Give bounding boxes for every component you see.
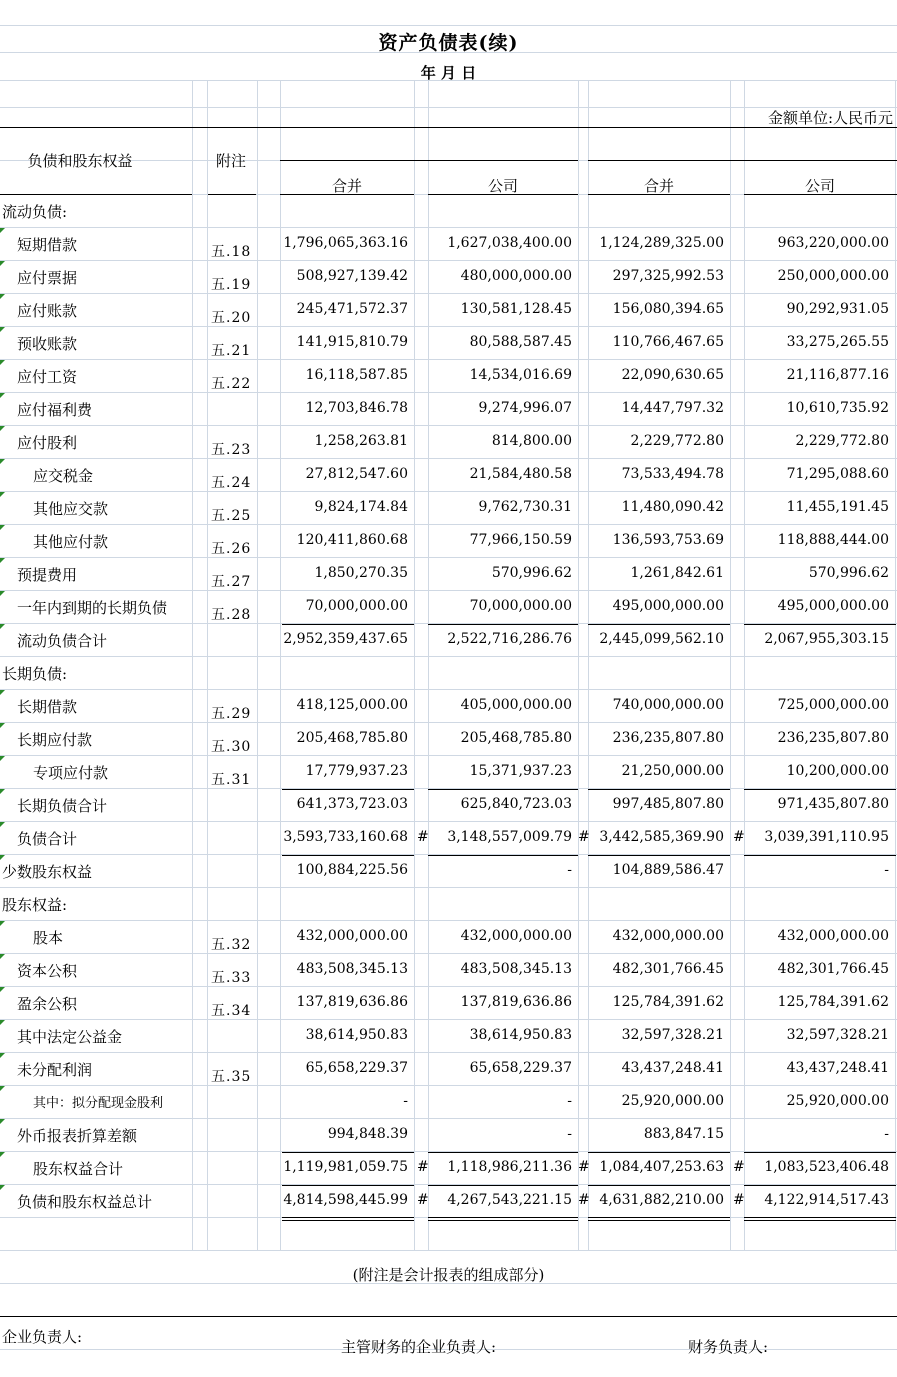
row-note: 五.22 [211,376,252,392]
row-value: 482,301,766.45 [612,961,724,977]
row-note: 五.26 [211,541,252,557]
row-value: 14,447,797.32 [621,400,724,416]
cell-marker [0,426,5,431]
table-row [0,426,897,459]
row-value: 137,819,636.86 [296,994,408,1010]
row-value: 3,148,557,009.79 [447,829,572,845]
row-value: 65,658,229.37 [305,1060,408,1076]
subtotal-rule [744,1152,896,1153]
table-row [0,723,897,756]
row-value: 963,220,000.00 [777,235,889,251]
overflow-hash: # [578,1159,590,1175]
row-label: 长期负债合计 [17,797,108,815]
row-note: 五.31 [211,772,252,788]
subtotal-rule [588,1152,730,1153]
overflow-hash: # [417,1159,429,1175]
row-note: 五.33 [211,970,252,986]
row-value: 495,000,000.00 [612,598,724,614]
subtotal-rule [588,855,730,856]
row-value: 483,508,345.13 [460,961,572,977]
table-row [0,1119,897,1152]
row-value: 814,800.00 [491,433,572,449]
row-value: 997,485,807.80 [612,796,724,812]
subtotal-rule [744,855,896,856]
row-value: 508,927,139.42 [296,268,408,284]
row-value: 136,593,753.69 [612,532,724,548]
row-value: 1,118,986,211.36 [447,1159,572,1175]
table-row [0,459,897,492]
row-value: 725,000,000.00 [777,697,889,713]
row-value: 73,533,494.78 [621,466,724,482]
row-value: 156,080,394.65 [612,301,724,317]
header-top-rule [0,127,897,128]
overflow-hash: # [578,829,590,845]
row-value: 205,468,785.80 [296,730,408,746]
cell-marker [0,921,5,926]
row-value: 70,000,000.00 [305,598,408,614]
total-top-rule [744,1185,896,1186]
cell-marker [0,723,5,728]
row-value: 432,000,000.00 [777,928,889,944]
row-note: 五.19 [211,277,252,293]
row-note: 五.20 [211,310,252,326]
overflow-hash: # [733,829,745,845]
cell-marker [0,558,5,563]
signature-rule [0,1316,897,1317]
row-label: 其他应交款 [33,500,109,518]
cell-marker [0,690,5,695]
row-value: 4,122,914,517.43 [764,1192,889,1208]
row-label: 长期负债: [2,665,68,683]
row-label: 负债和股东权益总计 [17,1193,153,1211]
table-row [0,690,897,723]
row-label: 外币报表折算差额 [17,1127,138,1145]
cell-marker [0,525,5,530]
row-value: 482,301,766.45 [777,961,889,977]
row-value: 21,584,480.58 [469,466,572,482]
header-company-2: 公司 [804,177,835,195]
row-value: 480,000,000.00 [460,268,572,284]
row-label: 其中法定公益金 [17,1028,123,1046]
cell-marker [0,954,5,959]
row-value: - [884,862,889,878]
row-label: 专项应付款 [33,764,109,782]
row-value: 141,915,810.79 [296,334,408,350]
subtotal-rule [428,855,578,856]
table-row [0,492,897,525]
table-row [0,822,897,855]
row-note: 五.25 [211,508,252,524]
total-double-rule [282,1217,414,1221]
row-value: 418,125,000.00 [296,697,408,713]
subtotal-rule [744,789,896,790]
row-value: 4,267,543,221.15 [447,1192,572,1208]
header-consolidated-2: 合并 [643,177,674,195]
row-value: 883,847.15 [643,1126,724,1142]
cell-marker [0,393,5,398]
table-row [0,591,897,624]
row-value: 9,762,730.31 [478,499,572,515]
row-value: 432,000,000.00 [460,928,572,944]
subtotal-rule [282,855,414,856]
row-value: 971,435,807.80 [777,796,889,812]
overflow-hash: # [417,1192,429,1208]
row-value: 4,631,882,210.00 [599,1192,724,1208]
row-value: 250,000,000.00 [777,268,889,284]
row-label: 应交税金 [33,467,94,485]
row-value: 32,597,328.21 [786,1027,889,1043]
total-double-rule [744,1217,896,1221]
row-value: 570,996.62 [491,565,572,581]
cell-marker [0,492,5,497]
row-value: - [567,862,572,878]
table-row [0,1185,897,1218]
subtotal-rule [282,789,414,790]
row-value: 25,920,000.00 [786,1093,889,1109]
row-value: 65,658,229.37 [469,1060,572,1076]
row-value: 432,000,000.00 [296,928,408,944]
row-value: 43,437,248.41 [621,1060,724,1076]
row-label: 盈余公积 [17,995,78,1013]
table-row [0,525,897,558]
overflow-hash: # [578,1192,590,1208]
grid-row-line [0,25,897,26]
cell-marker [0,855,5,860]
row-value: 27,812,547.60 [305,466,408,482]
row-label: 流动负债: [2,203,68,221]
row-value: 432,000,000.00 [612,928,724,944]
row-value: 22,090,630.65 [621,367,724,383]
subtotal-rule [588,624,730,625]
overflow-hash: # [733,1159,745,1175]
subtotal-rule [428,789,578,790]
row-value: 21,250,000.00 [621,763,724,779]
row-value: 1,258,263.81 [314,433,408,449]
row-value: 130,581,128.45 [460,301,572,317]
header-period-rule-2 [588,160,897,161]
row-note: 五.23 [211,442,252,458]
row-value: 11,455,191.45 [786,499,889,515]
row-label: 一年内到期的长期负债 [17,599,168,617]
table-row [0,987,897,1020]
cell-marker [0,459,5,464]
table-row [0,360,897,393]
row-value: 38,614,950.83 [305,1027,408,1043]
row-label: 资本公积 [17,962,78,980]
table-row [0,1053,897,1086]
row-label: 应付账款 [17,302,78,320]
row-value: 3,593,733,160.68 [283,829,408,845]
row-value: 9,824,174.84 [314,499,408,515]
row-value: 15,371,937.23 [469,763,572,779]
cell-marker [0,1152,5,1157]
header-item: 负债和股东权益 [27,152,133,170]
row-label: 应付票据 [17,269,78,287]
cell-marker [0,789,5,794]
cell-marker [0,228,5,233]
table-row [0,954,897,987]
subtotal-rule [428,624,578,625]
row-value: 118,888,444.00 [777,532,889,548]
total-top-rule [428,1185,578,1186]
row-value: 17,779,937.23 [305,763,408,779]
row-value: 12,703,846.78 [305,400,408,416]
total-top-rule [588,1185,730,1186]
report-title: 资产负债表(续) [378,32,519,54]
cell-marker [0,624,5,629]
cell-marker [0,756,5,761]
subtotal-rule [428,1152,578,1153]
row-value: 70,000,000.00 [469,598,572,614]
row-value: 2,952,359,437.65 [283,631,408,647]
row-value: 1,124,289,325.00 [599,235,724,251]
row-value: 1,083,523,406.48 [764,1159,889,1175]
header-period-rule-1 [280,160,578,161]
row-note: 五.24 [211,475,252,491]
row-note: 五.21 [211,343,252,359]
signature-finance-head: 主管财务的企业负责人: [341,1338,497,1356]
row-note: 五.34 [211,1003,252,1019]
row-value: 297,325,992.53 [612,268,724,284]
table-row [0,888,897,921]
header-company-1: 公司 [487,177,518,195]
cell-marker [0,1086,5,1091]
table-row [0,789,897,822]
cell-marker [0,261,5,266]
table-row [0,657,897,690]
table-row [0,1086,897,1119]
table-row [0,228,897,261]
cell-marker [0,1185,5,1190]
cell-marker [0,1053,5,1058]
table-row [0,195,897,228]
row-label: 长期应付款 [17,731,93,749]
row-value: 125,784,391.62 [612,994,724,1010]
total-double-rule [428,1217,578,1221]
table-row [0,327,897,360]
row-value: 641,373,723.03 [296,796,408,812]
subtotal-rule [588,789,730,790]
table-row [0,624,897,657]
table-row [0,294,897,327]
row-label: 股东权益: [2,896,68,914]
row-label: 流动负债合计 [17,632,108,650]
total-top-rule [282,1185,414,1186]
grid-row-line [0,1250,897,1251]
row-value: 405,000,000.00 [460,697,572,713]
row-label: 应付福利费 [17,401,93,419]
row-label: 长期借款 [17,698,78,716]
row-value: 245,471,572.37 [296,301,408,317]
row-value: 2,522,716,286.76 [447,631,572,647]
row-value: 1,084,407,253.63 [599,1159,724,1175]
row-value: 43,437,248.41 [786,1060,889,1076]
row-value: 77,966,150.59 [469,532,572,548]
row-label: 短期借款 [17,236,78,254]
row-value: 110,766,467.65 [612,334,724,350]
cell-marker [0,1020,5,1025]
cell-marker [0,1119,5,1124]
row-label: 负债合计 [17,830,78,848]
row-value: - [567,1093,572,1109]
row-value: 32,597,328.21 [621,1027,724,1043]
row-value: 38,614,950.83 [469,1027,572,1043]
footnote: (附注是会计报表的组成部分) [352,1266,545,1284]
header-note: 附注 [215,152,246,170]
subtotal-rule [282,624,414,625]
row-value: 2,067,955,303.15 [764,631,889,647]
row-note: 五.32 [211,937,252,953]
table-row [0,855,897,888]
subtotal-rule [744,624,896,625]
row-label: 少数股东权益 [2,863,93,881]
row-value: 236,235,807.80 [612,730,724,746]
row-value: 71,295,088.60 [786,466,889,482]
table-row [0,1152,897,1185]
row-value: 9,274,996.07 [478,400,572,416]
signature-finance: 财务负责人: [688,1338,769,1356]
row-label: 应付工资 [17,368,78,386]
row-value: 625,840,723.03 [460,796,572,812]
row-value: 570,996.62 [808,565,889,581]
row-value: 90,292,931.05 [786,301,889,317]
row-value: 483,508,345.13 [296,961,408,977]
row-label: 其他应付款 [33,533,109,551]
row-note: 五.27 [211,574,252,590]
row-value: 120,411,860.68 [296,532,408,548]
cell-marker [0,987,5,992]
row-value: 100,884,225.56 [296,862,408,878]
overflow-hash: # [733,1192,745,1208]
total-double-rule [588,1217,730,1221]
row-value: 137,819,636.86 [460,994,572,1010]
row-value: 495,000,000.00 [777,598,889,614]
row-value: 3,039,391,110.95 [764,829,889,845]
signature-enterprise: 企业负责人: [2,1328,83,1346]
table-row [0,1020,897,1053]
row-value: 740,000,000.00 [612,697,724,713]
cell-marker [0,822,5,827]
row-value: 1,261,842.61 [630,565,724,581]
row-value: 2,229,772.80 [630,433,724,449]
row-value: 33,275,265.55 [786,334,889,350]
header-consolidated-1: 合并 [331,177,362,195]
row-value: 104,889,586.47 [612,862,724,878]
row-value: 1,119,981,059.75 [283,1159,408,1175]
row-label: 股东权益合计 [33,1160,124,1178]
row-label: 未分配利润 [17,1061,93,1079]
row-value: 236,235,807.80 [777,730,889,746]
row-value: 3,442,585,369.90 [599,829,724,845]
table-row [0,558,897,591]
cell-marker [0,360,5,365]
row-note: 五.28 [211,607,252,623]
row-label: 股本 [33,929,64,947]
row-note: 五.30 [211,739,252,755]
row-note: 五.29 [211,706,252,722]
row-value: 10,200,000.00 [786,763,889,779]
subtotal-rule [282,1152,414,1153]
row-note: 五.18 [211,244,252,260]
row-value: 4,814,598,445.99 [283,1192,408,1208]
table-row [0,756,897,789]
row-value: 2,229,772.80 [795,433,889,449]
table-row [0,921,897,954]
row-value: 1,850,270.35 [314,565,408,581]
cell-marker [0,327,5,332]
row-label: 预提费用 [17,566,78,584]
row-value: 11,480,090.42 [621,499,724,515]
cell-marker [0,294,5,299]
row-value: 125,784,391.62 [777,994,889,1010]
row-value: 205,468,785.80 [460,730,572,746]
row-value: 21,116,877.16 [786,367,889,383]
row-value: 14,534,016.69 [469,367,572,383]
row-value: 25,920,000.00 [621,1093,724,1109]
row-value: 1,627,038,400.00 [447,235,572,251]
row-label: 应付股利 [17,434,78,452]
table-row [0,393,897,426]
row-value: 994,848.39 [327,1126,408,1142]
row-note: 五.35 [211,1069,252,1085]
row-value: 10,610,735.92 [786,400,889,416]
row-value: 16,118,587.85 [305,367,408,383]
row-value: 80,588,587.45 [469,334,572,350]
currency-unit: 金额单位:人民币元 [767,109,893,127]
row-label: 预收账款 [17,335,78,353]
row-value: - [567,1126,572,1142]
row-value: - [884,1126,889,1142]
row-value: - [403,1093,408,1109]
cell-marker [0,591,5,596]
overflow-hash: # [417,829,429,845]
row-value: 2,445,099,562.10 [599,631,724,647]
row-label: 其中：拟分配现金股利 [33,1096,164,1111]
table-row [0,261,897,294]
grid-row-line [0,107,897,108]
row-value: 1,796,065,363.16 [283,235,408,251]
report-date: 年 月 日 [420,64,477,82]
